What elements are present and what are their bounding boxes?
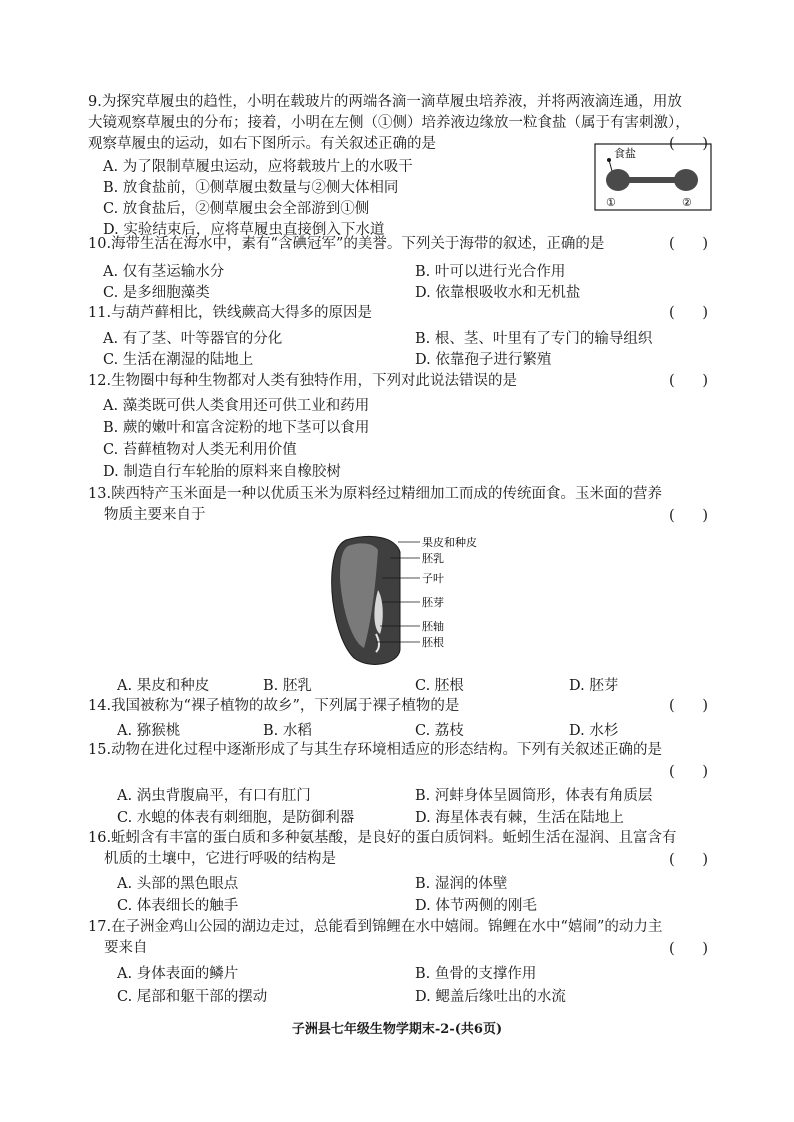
option-d: D. 胚芽 [569, 678, 619, 694]
label-pericarp: 果皮和种皮 [422, 536, 477, 549]
option-b: B. 根、茎、叶里有了专门的输导组织 [415, 331, 653, 347]
label-radicle: 胚根 [422, 636, 444, 649]
answer-paren: ( ) [669, 698, 708, 714]
question-16-stem: 16.蚯蚓含有丰富的蛋白质和多种氨基酸，是良好的蛋白质饲料。蚯蚓生活在湿润、且富含有 [88, 830, 677, 846]
question-12-stem: 12.生物圈中每种生物都对人类有独特作用，下列对此说法错误的是 [88, 373, 518, 389]
question-17-stem: 17.在子洲金鸡山公园的湖边走过，总能看到锦鲤在水中嬉闹。锦鲤在水中“嬉闹”的动力主 [88, 919, 663, 935]
question-10-stem: 10.海带生活在海水中，素有“含碘冠军”的美誉。下列关于海带的叙述，正确的是 [88, 236, 605, 252]
option-b: B. 河蚌身体呈圆筒形，体表有角质层 [415, 788, 653, 804]
question-14-stem: 14.我国被称为“裸子植物的故乡”，下列属于裸子植物的是 [88, 698, 460, 714]
option-b: B. 放食盐前，①侧草履虫数量与②侧大体相同 [103, 180, 399, 196]
option-b: B. 湿润的体壁 [415, 876, 508, 892]
option-b: B. 鱼骨的支撑作用 [415, 966, 537, 982]
question-10 [88, 234, 708, 255]
answer-paren: ( ) [669, 305, 708, 321]
label-plumule: 胚芽 [422, 596, 444, 609]
question-11 [88, 303, 708, 324]
option-a: A. 猕猴桃 [117, 723, 181, 739]
question-9-stem-line3: 观察草履虫的运动，如右下图所示。有关叙述正确的是 [88, 136, 436, 152]
question-17-stem-line2: 要来自 [104, 940, 148, 956]
option-d: D. 实验结束后，应将草履虫直接倒入下水道 [103, 222, 385, 238]
label-endosperm: 胚乳 [422, 552, 444, 565]
side-2-label: ② [682, 196, 692, 209]
question-11-stem: 11.与葫芦藓相比，铁线蕨高大得多的原因是 [88, 305, 373, 321]
option-c: C. 是多细胞藻类 [103, 285, 210, 301]
page-footer: 子洲县七年级生物学期末-2-(共6页) [291, 1022, 503, 1037]
question-13-stem: 13.陕西特产玉米面是一种以优质玉米为原料经过精细加工而成的传统面食。玉米面的营养 [88, 486, 663, 502]
option-d: D. 制造自行车轮胎的原料来自橡胶树 [103, 464, 341, 480]
option-a: A. 头部的黑色眼点 [117, 876, 239, 892]
question-16-stem-line2: 机质的土壤中，它进行呼吸的结构是 [104, 851, 336, 867]
option-a: A. 果皮和种皮 [117, 678, 210, 694]
question-13-stem-line2: 物质主要来自于 [104, 507, 206, 523]
option-d: D. 海星体表有棘，生活在陆地上 [415, 810, 624, 826]
answer-paren: ( ) [669, 373, 708, 389]
answer-paren: ( ) [669, 236, 708, 252]
option-d: D. 依靠孢子进行繁殖 [415, 352, 552, 368]
option-a: A. 仅有茎运输水分 [103, 264, 225, 280]
question-13 [88, 484, 708, 526]
option-a: A. 身体表面的鳞片 [117, 966, 239, 982]
question-9-stem-line2: 大镜观察草履虫的分布；接着，小明在左侧（①侧）培养液边缘放一粒食盐（属于有害刺激）， [88, 115, 690, 131]
option-c: C. 放食盐后，②侧草履虫会全部游到①侧 [103, 201, 370, 217]
option-d: D. 水杉 [569, 723, 619, 739]
question-15 [88, 740, 708, 780]
option-c: C. 生活在潮湿的陆地上 [103, 352, 254, 368]
option-b: B. 叶可以进行光合作用 [415, 264, 566, 280]
answer-paren: ( ) [669, 852, 708, 868]
option-a: A. 藻类既可供人类食用还可供工业和药用 [103, 398, 370, 414]
label-cotyledon: 子叶 [422, 572, 444, 585]
option-c: C. 尾部和躯干部的摆动 [117, 989, 268, 1005]
option-c: C. 体表细长的触手 [117, 898, 239, 914]
option-b: B. 蕨的嫩叶和富含淀粉的地下茎可以食用 [103, 420, 370, 436]
paramecium-slide-figure [594, 143, 712, 211]
question-17 [88, 917, 708, 959]
salt-label: 食盐 [614, 147, 636, 160]
answer-paren: ( ) [669, 508, 708, 524]
option-b: B. 水稻 [263, 723, 312, 739]
option-b: B. 胚乳 [263, 678, 312, 694]
corn-seed-figure [318, 530, 518, 670]
answer-paren: ( ) [669, 764, 708, 780]
option-d: D. 鳃盖后缘吐出的水流 [415, 989, 566, 1005]
side-1-label: ① [606, 196, 616, 209]
question-15-stem: 15.动物在进化过程中逐渐形成了与其生存环境相适应的形态结构。下列有关叙述正确的是 [88, 742, 663, 758]
answer-paren: ( ) [669, 941, 708, 957]
question-14 [88, 696, 708, 717]
option-a: A. 涡虫背腹扁平，有口有肛门 [117, 788, 311, 804]
question-9-stem: 9.为探究草履虫的趋性，小明在载玻片的两端各滴一滴草履虫培养液，并将两液滴连通，用放 [88, 94, 682, 110]
label-hypocotyl: 胚轴 [422, 620, 444, 633]
option-d: D. 体节两侧的刚毛 [415, 898, 537, 914]
option-a: A. 有了茎、叶等器官的分化 [103, 331, 283, 347]
question-12 [88, 371, 708, 392]
option-a: A. 为了限制草履虫运动，应将载玻片上的水吸干 [103, 159, 413, 175]
option-d: D. 依靠根吸收水和无机盐 [415, 285, 581, 301]
option-c: C. 胚根 [415, 678, 464, 694]
option-c: C. 苔藓植物对人类无利用价值 [103, 442, 297, 458]
option-c: C. 水螅的体表有刺细胞，是防御利器 [117, 810, 355, 826]
option-c: C. 荔枝 [415, 723, 464, 739]
answer-paren: ( ) [669, 136, 708, 152]
question-16 [88, 828, 708, 870]
